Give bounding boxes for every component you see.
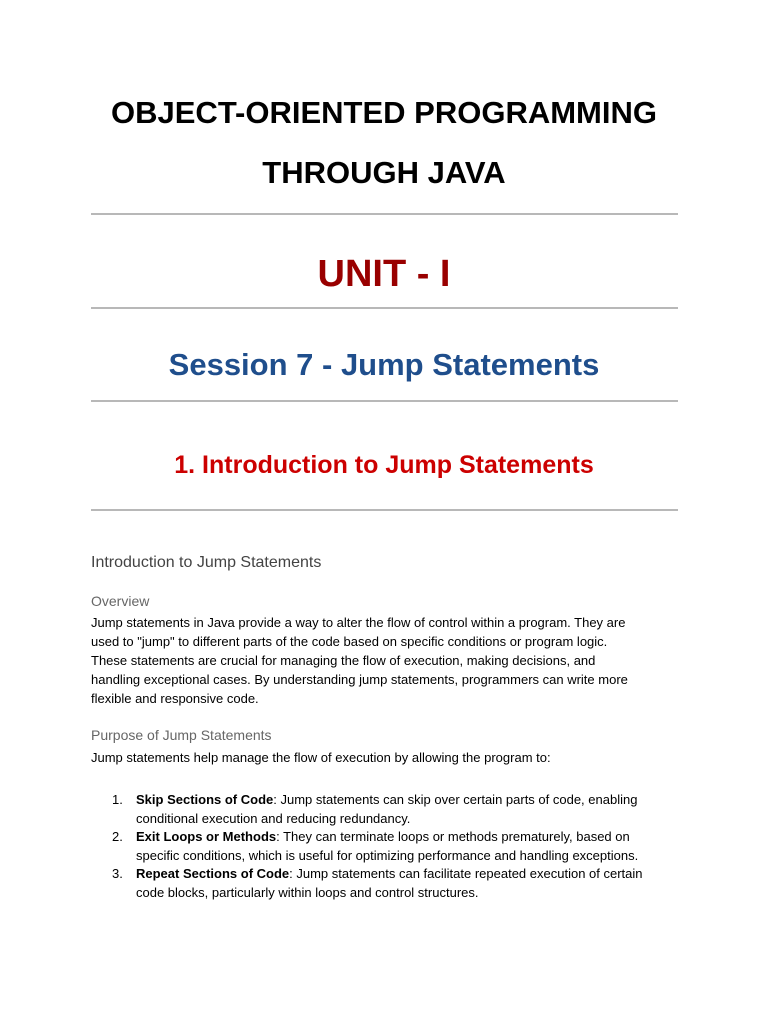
list-item-text: : Jump statements can skip over certain parts of code, enabling [273,792,638,807]
document-title [0,83,768,203]
list-item-term: Skip Sections of Code [136,792,274,807]
divider-1 [91,213,678,215]
list-item-text: conditional execution and reducing redundancy. [136,810,411,826]
divider-2 [91,307,678,309]
list-item-text: specific conditions, which is useful for optimizing performance and handling exceptions. [136,847,639,863]
divider-4 [91,509,678,511]
document-title-line-2: THROUGH JAVA [262,155,506,190]
list-item-term: Repeat Sections of Code [136,866,290,881]
document-title-line-1: OBJECT-ORIENTED PROGRAMMING [111,95,657,130]
divider-3 [91,400,678,402]
purpose-list [91,791,691,902]
list-item-term: Exit Loops or Methods [136,829,277,844]
list-item-number: 1. [112,792,123,807]
unit-title: UNIT - I [317,253,451,295]
list-item [91,865,691,902]
purpose-heading: Purpose of Jump Statements [91,727,272,743]
list-item-text: : They can terminate loops or methods prematurely, based on [276,829,630,844]
overview-line: These statements are crucial for managing the flow of execution, making decisions, and [91,653,596,668]
list-item-number: 3. [112,866,123,881]
overview-line: Jump statements in Java provide a way to alter the flow of control within a program. They are [91,615,626,630]
list-item-text: : Jump statements can facilitate repeated execution of certain [289,866,643,881]
overview-line: used to "jump" to different parts of the code based on specific conditions or program logic. [91,634,608,649]
overview-line: handling exceptional cases. By understanding jump statements, programmers can write more [91,672,628,687]
list-item [91,828,691,865]
overview-heading: Overview [91,593,150,609]
overview-paragraph [91,613,681,708]
overview-line: flexible and responsive code. [91,691,259,706]
list-item-number: 2. [112,829,123,844]
content-heading: Introduction to Jump Statements [91,554,322,571]
purpose-intro-line: Jump statements help manage the flow of execution by allowing the program to: [91,750,551,765]
list-item-text: code blocks, particularly within loops and control structures. [136,884,479,900]
session-title: Session 7 - Jump Statements [168,347,600,382]
purpose-intro [91,748,681,767]
section-title: 1. Introduction to Jump Statements [174,451,594,479]
list-item [91,791,691,828]
